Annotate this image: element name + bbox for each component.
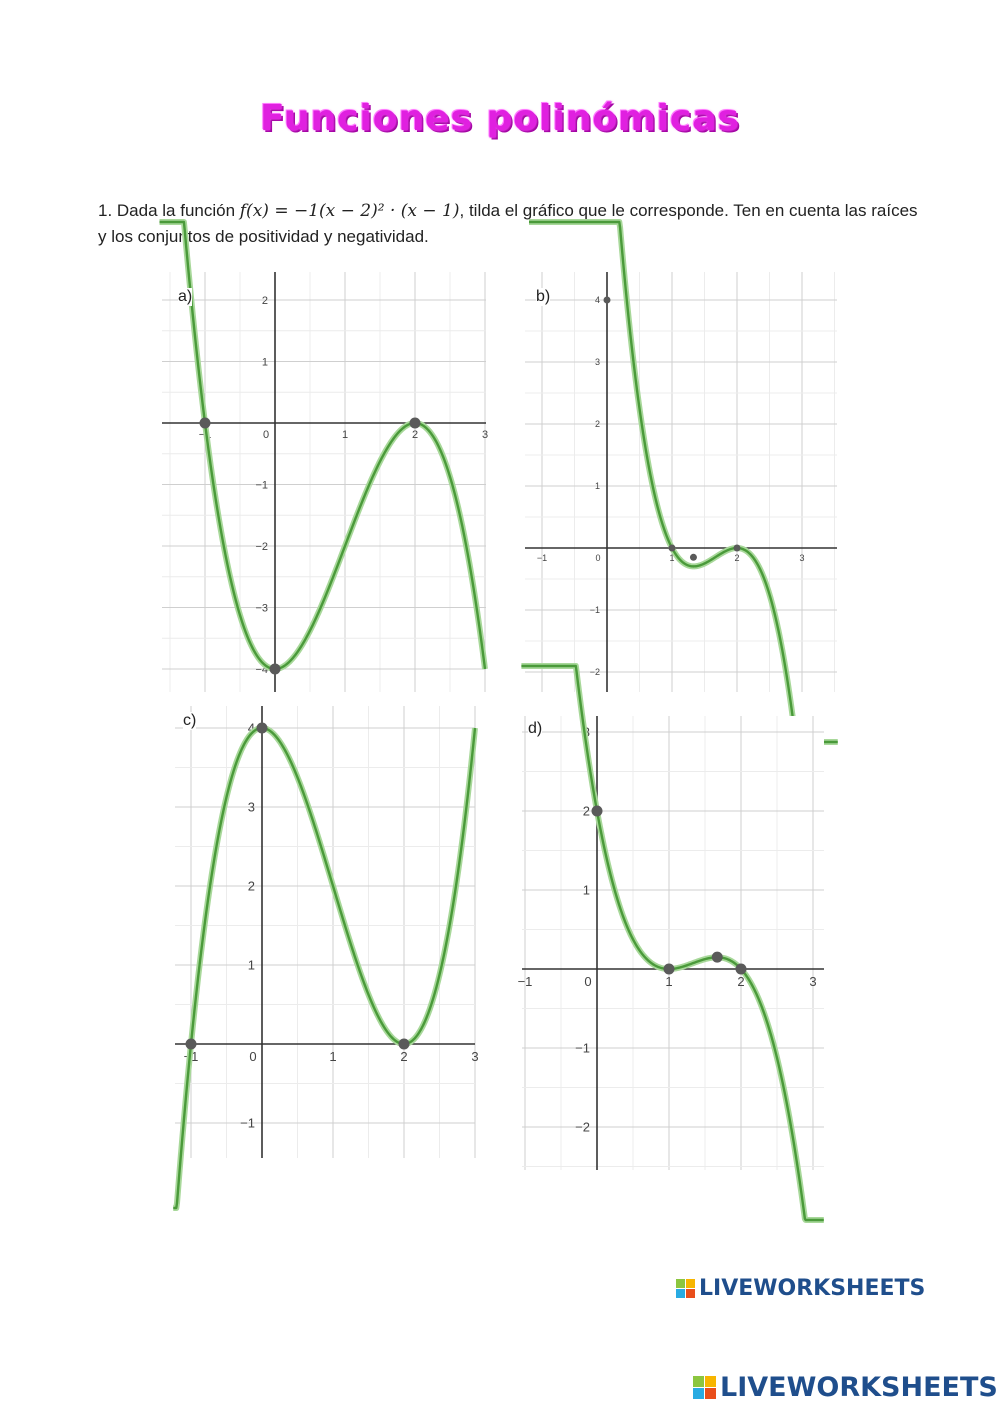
graph-a[interactable] (162, 272, 489, 692)
y-tick-label: 2 (247, 878, 255, 894)
x-tick-label: 1 (341, 429, 349, 441)
function-curve (521, 666, 823, 1220)
graph-a-label: a) (178, 288, 193, 305)
y-tick-label: 1 (582, 882, 590, 898)
y-tick-label: 1 (594, 481, 600, 492)
graph-a-plot (162, 272, 489, 692)
x-tick-label: 3 (471, 1049, 479, 1064)
y-tick-label: 2 (261, 294, 268, 307)
curve-glow (173, 728, 475, 1208)
highlight-point (712, 952, 723, 963)
x-tick-label: 2 (411, 429, 419, 441)
x-tick-label: 2 (734, 553, 740, 563)
y-tick-label: −2 (255, 540, 268, 553)
x-tick-label: 0 (249, 1049, 257, 1064)
highlight-point (257, 723, 268, 734)
x-tick-label: 3 (809, 974, 817, 989)
graph-b-label: b) (536, 288, 551, 305)
highlight-point (270, 664, 281, 675)
y-tick-label: −2 (589, 667, 600, 678)
question-text (98, 198, 918, 249)
x-tick-label: 1 (329, 1049, 337, 1064)
footer-liveworksheets-mark-icon (693, 1376, 716, 1399)
graph-c-label: c) (183, 712, 197, 729)
x-tick-label: 1 (669, 553, 675, 563)
footer-liveworksheets-logo[interactable] (693, 1372, 998, 1403)
worksheet-title: Funciones polinómicas (260, 98, 740, 139)
x-tick-label: 3 (799, 553, 805, 563)
y-tick-label: 4 (594, 295, 600, 306)
x-tick-label: −1 (198, 429, 212, 441)
graph-d[interactable] (517, 716, 824, 1170)
y-tick-label: −1 (575, 1040, 590, 1056)
highlight-point (669, 545, 676, 552)
x-tick-label: −1 (517, 974, 533, 989)
y-tick-label: −3 (255, 602, 268, 615)
y-tick-label: −1 (255, 479, 268, 492)
question-prefix: 1. Dada la función (98, 201, 240, 220)
logo-text: LIVEWORKSHEETS (699, 1276, 926, 1301)
y-tick-label: −1 (240, 1115, 255, 1131)
y-tick-label: 2 (582, 803, 590, 819)
x-tick-label: 0 (262, 429, 270, 441)
y-tick-label: 3 (247, 799, 255, 815)
graph-b-plot (525, 272, 837, 692)
graph-d-plot (517, 716, 824, 1170)
y-tick-label: −4 (255, 663, 268, 676)
graph-d-label: d) (528, 720, 543, 737)
function-formula: f(x) = −1(x − 2)² · (x − 1) (239, 201, 460, 221)
x-tick-label: 0 (595, 553, 601, 563)
y-tick-label: 4 (247, 720, 255, 736)
x-tick-label: 1 (665, 974, 673, 989)
y-tick-label: 1 (261, 356, 268, 369)
x-tick-label: 2 (400, 1049, 408, 1064)
highlight-point (592, 806, 603, 817)
x-tick-label: 0 (584, 974, 592, 989)
graph-c[interactable] (175, 706, 479, 1158)
highlight-point (604, 297, 611, 304)
y-tick-label: 3 (582, 724, 590, 740)
y-tick-label: −1 (589, 605, 600, 616)
y-tick-label: 3 (594, 357, 600, 368)
x-tick-label: 2 (737, 974, 745, 989)
highlight-point (664, 964, 675, 975)
highlight-point (690, 554, 697, 561)
graph-b[interactable] (525, 272, 837, 692)
highlight-point (736, 964, 747, 975)
question-suffix: , tilda el gráfico que le corresponde. Ten en cuenta las raíces y los conjuntos de positividad y negatividad. (98, 201, 918, 246)
footer-logo-text: LIVEWORKSHEETS (720, 1372, 998, 1403)
graph-c-plot (175, 706, 479, 1158)
x-tick-label: 3 (481, 429, 489, 441)
highlight-point (399, 1039, 410, 1050)
curve-glow (521, 666, 823, 1220)
highlight-point (410, 418, 421, 429)
x-tick-label: −1 (536, 553, 548, 563)
y-tick-label: 2 (594, 419, 600, 430)
y-tick-label: −2 (575, 1119, 590, 1135)
liveworksheets-logo[interactable] (676, 1276, 925, 1301)
highlight-point (734, 545, 741, 552)
function-curve (173, 728, 475, 1208)
highlight-point (200, 418, 211, 429)
liveworksheets-mark-icon (676, 1279, 695, 1298)
y-tick-label: 1 (247, 957, 255, 973)
highlight-point (186, 1039, 197, 1050)
x-tick-label: −1 (183, 1049, 199, 1064)
